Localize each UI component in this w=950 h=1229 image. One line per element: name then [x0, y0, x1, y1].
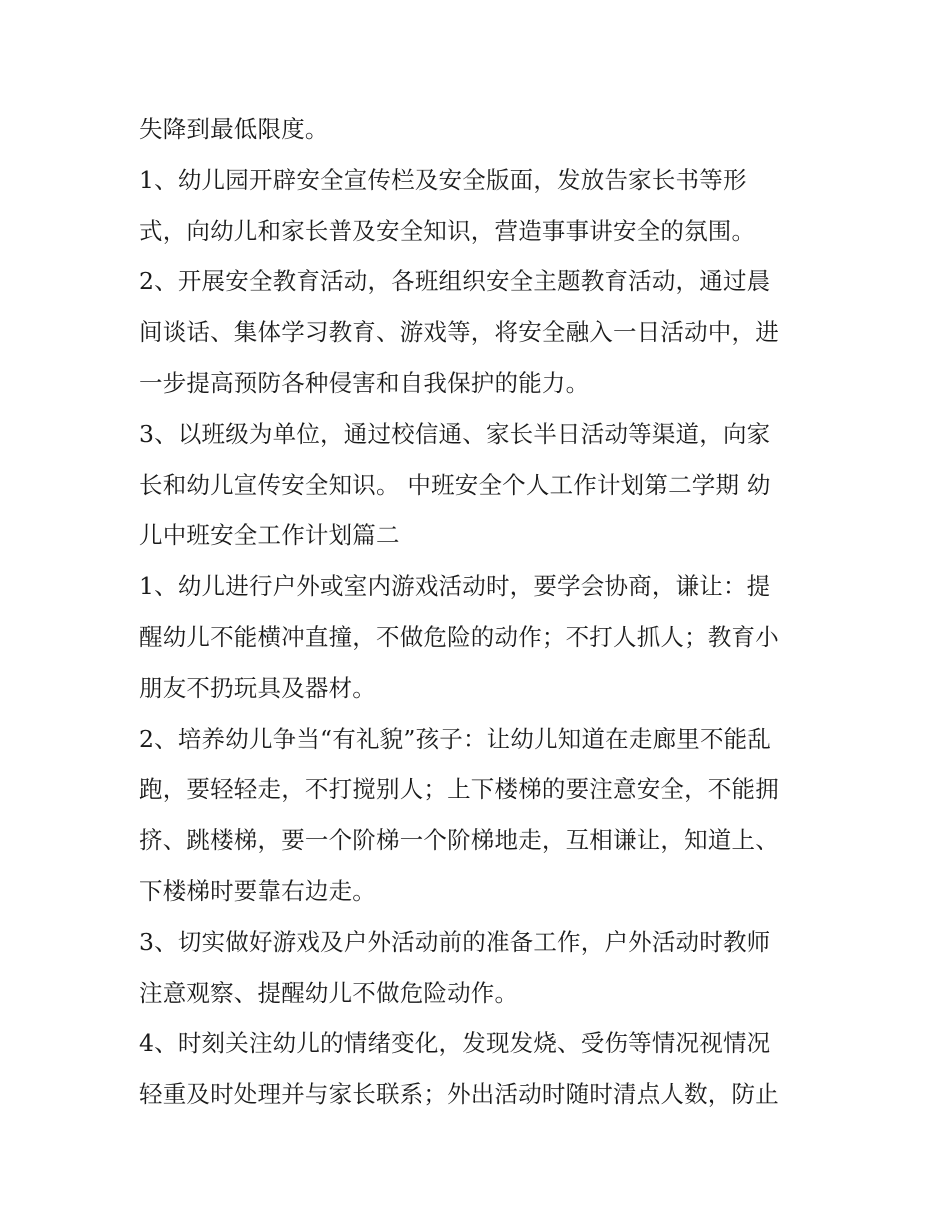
text-line: 2、开展安全教育活动，各班组织安全主题教育活动，通过晨 — [139, 267, 771, 296]
text-line: 下楼梯时要靠右边走。 — [139, 876, 376, 905]
text-line: 一步提高预防各种侵害和自我保护的能力。 — [139, 368, 590, 397]
text-line: 1、幼儿进行户外或室内游戏活动时，要学会协商，谦让：提 — [139, 572, 771, 601]
text-line: 3、以班级为单位，通过校信通、家长半日活动等渠道，向家 — [139, 419, 771, 448]
text-line: 轻重及时处理并与家长联系；外出活动时随时清点人数，防止 — [139, 1080, 779, 1109]
text-line: 注意观察、提醒幼儿不做危险动作。 — [139, 978, 519, 1007]
text-line: 跑，要轻轻走，不打搅别人；上下楼梯的要注意安全，不能拥 — [139, 775, 779, 804]
text-line: 2、培养幼儿争当“有礼貌”孩子：让幼儿知道在走廊里不能乱 — [139, 724, 772, 753]
document-body — [139, 104, 829, 1120]
text-line: 长和幼儿宣传安全知识。 中班安全个人工作计划第二学期 幼 — [139, 470, 771, 499]
text-line: 朋友不扔玩具及器材。 — [139, 673, 376, 702]
text-line: 醒幼儿不能横冲直撞，不做危险的动作；不打人抓人；教育小 — [139, 622, 779, 651]
text-line: 1、幼儿园开辟安全宣传栏及安全版面，发放告家长书等形 — [139, 165, 747, 194]
text-line: 间谈话、集体学习教育、游戏等，将安全融入一日活动中，进 — [139, 318, 779, 347]
text-line: 4、时刻关注幼儿的情绪变化，发现发烧、受伤等情况视情况 — [139, 1029, 771, 1058]
text-line: 失降到最低限度。 — [139, 115, 329, 143]
text-line: 儿中班安全工作计划篇二 — [139, 521, 400, 550]
text-line: 式，向幼儿和家长普及安全知识，营造事事讲安全的氛围。 — [139, 216, 756, 245]
text-line: 3、切实做好游戏及户外活动前的准备工作，户外活动时教师 — [139, 927, 771, 956]
text-line: 挤、跳楼梯，要一个阶梯一个阶梯地走，互相谦让，知道上、 — [139, 826, 779, 855]
